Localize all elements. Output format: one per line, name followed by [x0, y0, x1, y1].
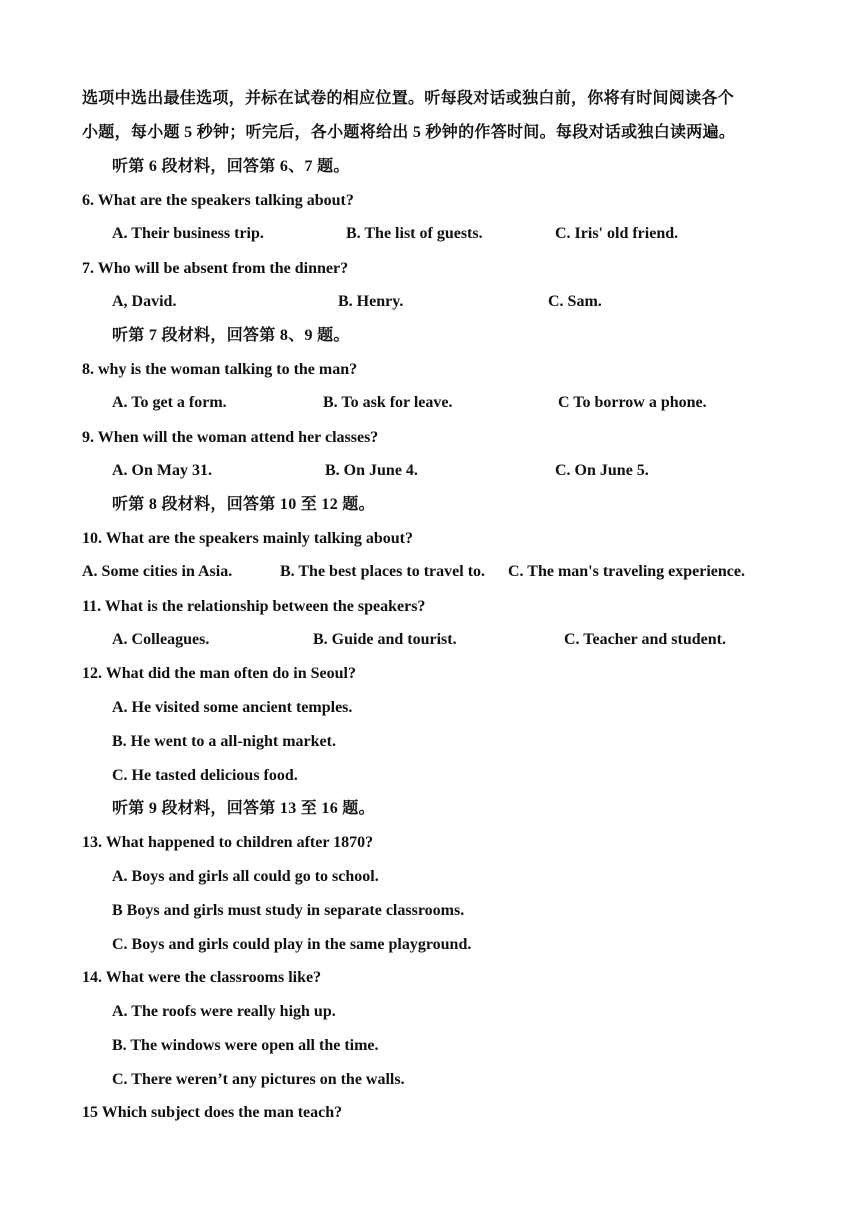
q8-option-b: B. To ask for leave.: [323, 394, 453, 411]
question-13: 13. What happened to children after 1870?: [82, 834, 374, 851]
question-7: 7. Who will be absent from the dinner?: [82, 260, 349, 277]
q12-option-c: C. He tasted delicious food.: [112, 767, 298, 784]
q12-option-b: B. He went to a all-night market.: [112, 733, 336, 750]
q9-option-c: C. On June 5.: [555, 462, 649, 479]
q11-option-b: B. Guide and tourist.: [313, 631, 457, 648]
question-10: 10. What are the speakers mainly talking about?: [82, 530, 413, 547]
section-8-heading: 听第 8 段材料，回答第 10 至 12 题。: [112, 496, 375, 513]
q11-option-a: A. Colleagues.: [112, 631, 210, 648]
q14-option-c: C. There weren’t any pictures on the walls.: [112, 1071, 405, 1088]
q13-option-c: C. Boys and girls could play in the same playground.: [112, 936, 472, 953]
question-11: 11. What is the relationship between the speakers?: [82, 598, 426, 615]
q7-option-c: C. Sam.: [548, 293, 602, 310]
q8-option-c: C To borrow a phone.: [558, 394, 707, 411]
q14-option-a: A. The roofs were really high up.: [112, 1003, 336, 1020]
q9-option-a: A. On May 31.: [112, 462, 212, 479]
q12-option-a: A. He visited some ancient temples.: [112, 699, 353, 716]
question-9: 9. When will the woman attend her classes?: [82, 429, 379, 446]
q9-option-b: B. On June 4.: [325, 462, 418, 479]
q11-option-c: C. Teacher and student.: [564, 631, 726, 648]
q14-option-b: B. The windows were open all the time.: [112, 1037, 379, 1054]
q6-option-b: B. The list of guests.: [346, 225, 483, 242]
section-6-heading: 听第 6 段材料，回答第 6、7 题。: [112, 158, 350, 175]
question-12: 12. What did the man often do in Seoul?: [82, 665, 356, 682]
question-15: 15 Which subject does the man teach?: [82, 1104, 343, 1121]
q10-option-c: C. The man's traveling experience.: [508, 563, 746, 580]
q6-option-a: A. Their business trip.: [112, 225, 264, 242]
question-8: 8. why is the woman talking to the man?: [82, 361, 358, 378]
q13-option-b: B Boys and girls must study in separate classrooms.: [112, 902, 465, 919]
question-14: 14. What were the classrooms like?: [82, 969, 322, 986]
q6-option-c: C. Iris' old friend.: [555, 225, 679, 242]
q7-option-b: B. Henry.: [338, 293, 404, 310]
q13-option-a: A. Boys and girls all could go to school.: [112, 868, 379, 885]
question-6: 6. What are the speakers talking about?: [82, 192, 354, 209]
section-7-heading: 听第 7 段材料，回答第 8、9 题。: [112, 327, 350, 344]
q10-option-b: B. The best places to travel to.: [280, 563, 486, 580]
q8-option-a: A. To get a form.: [112, 394, 227, 411]
q7-option-a: A, David.: [112, 293, 177, 310]
intro-line-2: 小题，每小题 5 秒钟；听完后，各小题将给出 5 秒钟的作答时间。每段对话或独白读两遍。: [82, 124, 736, 141]
section-9-heading: 听第 9 段材料，回答第 13 至 16 题。: [112, 800, 375, 817]
q10-option-a: A. Some cities in Asia.: [82, 563, 233, 580]
intro-line-1: 选项中选出最佳选项，并标在试卷的相应位置。听每段对话或独白前，你将有时间阅读各个: [82, 90, 735, 107]
